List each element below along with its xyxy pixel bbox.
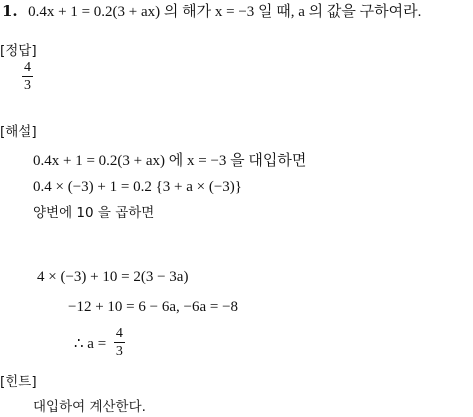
problem-text: 0.4x + 1 = 0.2(3 + ax) 의 해가 x = −3 일 때, a 의 값을 구하여라. <box>28 4 422 20</box>
hint-label: [힌트] <box>0 374 37 390</box>
hint-text: 대입하여 계산한다. <box>33 399 146 415</box>
answer-denominator: 3 <box>24 78 31 93</box>
answer-numerator: 4 <box>24 60 31 75</box>
solution-line-1: 0.4x + 1 = 0.2(3 + ax) 에 x = −3 을 대입하면 <box>33 153 307 169</box>
solution-step-1: 4 × (−3) + 10 = 2(3 − 3a) <box>37 269 189 285</box>
solution-numerator: 4 <box>115 326 123 341</box>
fraction-bar <box>114 342 125 343</box>
problem-statement <box>2 2 421 21</box>
solution-step-2: −12 + 10 = 6 − 6a, −6a = −8 <box>68 299 239 315</box>
answer-label: [정답] <box>0 43 37 59</box>
solution-label: [해설] <box>0 124 37 140</box>
solution-line-2: 0.4 × (−3) + 1 = 0.2 {3 + a × (−3)} <box>33 179 243 195</box>
therefore-expression: ∴ a = <box>74 336 107 352</box>
solution-fraction <box>114 326 125 359</box>
fraction-bar <box>22 76 33 77</box>
solution-line-3: 양변에 10 을 곱하면 <box>33 205 155 221</box>
problem-number: 1. <box>2 2 18 20</box>
solution-denominator: 3 <box>115 344 123 359</box>
answer-fraction <box>22 60 33 93</box>
solution-step-3 <box>74 326 121 360</box>
